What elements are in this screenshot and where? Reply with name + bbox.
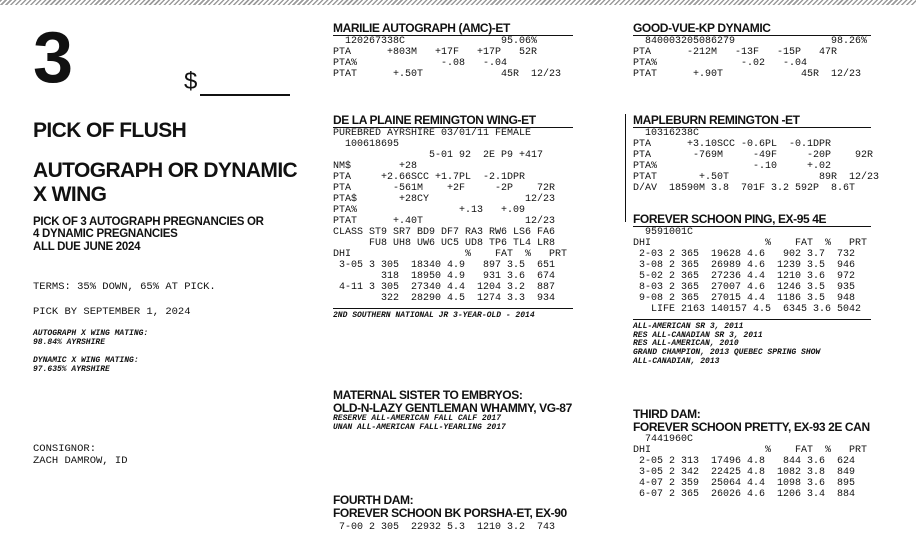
dam-award-rule	[333, 308, 573, 309]
third-dam-line: 2-05 2 313 17496 4.8 844 3.6 624	[633, 456, 856, 467]
second-dam-award-rule	[633, 319, 871, 320]
pick-by-text: PICK BY SEPTEMBER 1, 2024	[33, 306, 191, 318]
dam-sire-title: MAPLEBURN REMINGTON -ET	[633, 113, 800, 127]
dam-sire-line: 10316238C	[633, 128, 700, 139]
dam-line: 3-05 3 305 18340 4.9 897 3.5 651	[333, 260, 556, 271]
second-dam-award: ALL-AMERICAN SR 3, 2011	[633, 322, 744, 331]
second-dam-title: FOREVER SCHOON PING, EX-95 4E	[633, 212, 827, 226]
maternal-sister-block	[333, 389, 593, 432]
dam-line: 4-11 3 305 27340 4.4 1204 3.2 887	[333, 282, 556, 293]
sire-dynamic-block	[633, 22, 871, 80]
dam-line: 5-01 92 2E P9 +417	[333, 150, 544, 161]
second-dam-line: 2-03 2 365 19628 4.6 902 3.7 732	[633, 249, 856, 260]
fourth-dam-record: 7-00 2 305 22932 5.3 1210 3.2 743	[333, 522, 556, 533]
maternal-sister-title: MATERNAL SISTER TO EMBRYOS:	[333, 388, 523, 402]
dam-sire-line: PTA% -.10 +.02	[633, 161, 832, 172]
dam-line: PTA -561M +2F -2P 72R	[333, 183, 556, 194]
sire-autograph-block	[333, 22, 573, 80]
dam-line: 322 28290 4.5 1274 3.3 934	[333, 293, 556, 304]
second-dam-award: RES ALL-AMERICAN, 2010	[633, 339, 739, 349]
mating-autograph-label: AUTOGRAPH X WING MATING:	[33, 329, 149, 338]
second-dam-line: 5-02 2 365 27236 4.4 1210 3.6 972	[633, 271, 856, 282]
third-dam-line: 3-05 2 342 22425 4.8 1082 3.8 849	[633, 467, 856, 478]
dam-line: PTAT +.40T 12/23	[333, 216, 556, 227]
dam-sire-line: PTA +3.10SCC -0.6PL -0.1DPR	[633, 139, 832, 150]
maternal-sister-award: RESERVE ALL-AMERICAN FALL CALF 2017	[333, 414, 502, 423]
third-dam-name: FOREVER SCHOON PRETTY, EX-93 2E CAN	[633, 420, 870, 434]
lot-number: 3	[33, 18, 74, 98]
sire-autograph-line: PTA% -.08 -.04	[333, 58, 508, 69]
second-dam-award: GRAND CHAMPION, 2013 QUEBEC SPRING SHOW	[633, 348, 821, 358]
dam-block	[333, 114, 573, 321]
dam-line: NM$ +28	[333, 161, 418, 172]
dam-line: 100618695	[333, 139, 400, 150]
second-dam-line: 9591001C	[633, 227, 694, 238]
mating-autograph	[33, 330, 148, 347]
dam-line: DHI % FAT % PRT	[333, 249, 568, 260]
dam-sire-line: PTAT +.50T 89R 12/23	[633, 172, 880, 183]
second-dam-line: 3-08 2 365 26989 4.6 1239 3.5 946	[633, 260, 856, 271]
third-dam-line: DHI % FAT % PRT	[633, 445, 868, 456]
second-dam-line: LIFE 2163 140157 4.5 6345 3.6 5042	[633, 304, 862, 315]
top-hatch-border	[0, 0, 916, 5]
lot-description	[33, 216, 264, 253]
lot-desc-line2: 4 DYNAMIC PREGNANCIES	[33, 228, 178, 241]
dam-line: 318 18950 4.9 931 3.6 674	[333, 271, 556, 282]
dam-sire-line: PTA -769M -49F -20P 92R	[633, 150, 874, 161]
second-dam-awards	[633, 323, 871, 367]
dam-line: CLASS ST9 SR7 BD9 DF7 RA3 RW6 LS6 FA6	[333, 227, 556, 238]
third-dam-title: THIRD DAM:	[633, 407, 701, 421]
fourth-dam-title: FOURTH DAM:	[333, 493, 414, 507]
sire-dynamic-line: PTA -212M -13F -15P 47R	[633, 47, 838, 58]
dam-line: PTA% +.13 +.09	[333, 205, 526, 216]
dam-award: 2ND SOUTHERN NATIONAL JR 3-YEAR-OLD - 2014	[333, 311, 535, 320]
dam-line: PUREBRED AYRSHIRE 03/01/11 FEMALE	[333, 128, 532, 139]
dam-line: FU8 UH8 UW6 UC5 UD8 TP6 TL4 LR8	[333, 238, 556, 249]
third-dam-block	[633, 408, 893, 500]
mating-dynamic	[33, 357, 139, 374]
price-blank-line	[200, 94, 290, 96]
second-dam-line: 9-08 2 365 27015 4.4 1186 3.5 948	[633, 293, 856, 304]
second-dam-award: ALL-CANADIAN, 2013	[633, 356, 720, 366]
mating-autograph-value: 98.84% AYRSHIRE	[33, 337, 106, 347]
third-dam-line: 7441960C	[633, 434, 694, 445]
dam-line: PTA$ +28CY 12/23	[333, 194, 556, 205]
fourth-dam-name: FOREVER SCHOON BK PORSHA-ET, EX-90	[333, 506, 567, 520]
consignor-label: CONSIGNOR:	[33, 443, 97, 455]
consignor-name: ZACH DAMROW, ID	[33, 455, 128, 467]
sire-dynamic-title: GOOD-VUE-KP DYNAMIC	[633, 21, 771, 35]
second-dam-line: 8-03 2 365 27007 4.6 1246 3.5 935	[633, 282, 856, 293]
maternal-sister-name: OLD-N-LAZY GENTLEMAN WHAMMY, VG-87	[333, 401, 572, 415]
dam-sire-block	[633, 113, 880, 194]
fourth-dam-block	[333, 494, 593, 533]
second-dam-block	[633, 213, 871, 367]
sire-autograph-line: PTA +803M +17F +17P 52R	[333, 47, 538, 58]
sire-dynamic-line: PTA% -.02 -.04	[633, 58, 808, 69]
mating-dynamic-value: 97.635% AYRSHIRE	[33, 364, 110, 374]
maternal-sister-award: UNAN ALL-AMERICAN FALL-YEARLING 2017	[333, 422, 506, 432]
third-dam-line: 4-07 2 359 25064 4.4 1098 3.6 895	[633, 478, 856, 489]
sire-autograph-title: MARILIE AUTOGRAPH (AMC)-ET	[333, 21, 510, 35]
second-dam-line: DHI % FAT % PRT	[633, 238, 868, 249]
lot-title: PICK OF FLUSH	[33, 119, 187, 142]
sire-autograph-line: PTAT +.50T 45R 12/23	[333, 69, 562, 80]
terms-text: TERMS: 35% DOWN, 65% AT PICK.	[33, 281, 216, 293]
sire-dynamic-line: PTAT +.90T 45R 12/23	[633, 69, 862, 80]
sire-autograph-line: 120267338C 95.06%	[333, 36, 538, 47]
lot-desc-line3: ALL DUE JUNE 2024	[33, 240, 141, 253]
dam-sire-line: D/AV 18590M 3.8 701F 3.2 592P 8.6T	[633, 183, 856, 194]
sire-dynamic-line: 840003205086279 98.26%	[633, 36, 868, 47]
mating-dynamic-label: DYNAMIC X WING MATING:	[33, 356, 139, 365]
lot-subtitle-line2: X WING	[33, 183, 107, 206]
dam-sire-side-rule	[625, 114, 626, 222]
price-symbol: $	[184, 68, 198, 95]
lot-subtitle-line1: AUTOGRAPH OR DYNAMIC	[33, 159, 298, 182]
third-dam-line: 6-07 2 365 26026 4.6 1206 3.4 884	[633, 489, 856, 500]
lot-desc-line1: PICK OF 3 AUTOGRAPH PREGNANCIES OR	[33, 216, 264, 228]
dam-line: PTA +2.66SCC +1.7PL -2.1DPR	[333, 172, 526, 183]
consignor	[33, 443, 128, 467]
dam-title: DE LA PLAINE REMINGTON WING-ET	[333, 113, 536, 127]
second-dam-award: RES ALL-CANADIAN SR 3, 2011	[633, 330, 763, 340]
